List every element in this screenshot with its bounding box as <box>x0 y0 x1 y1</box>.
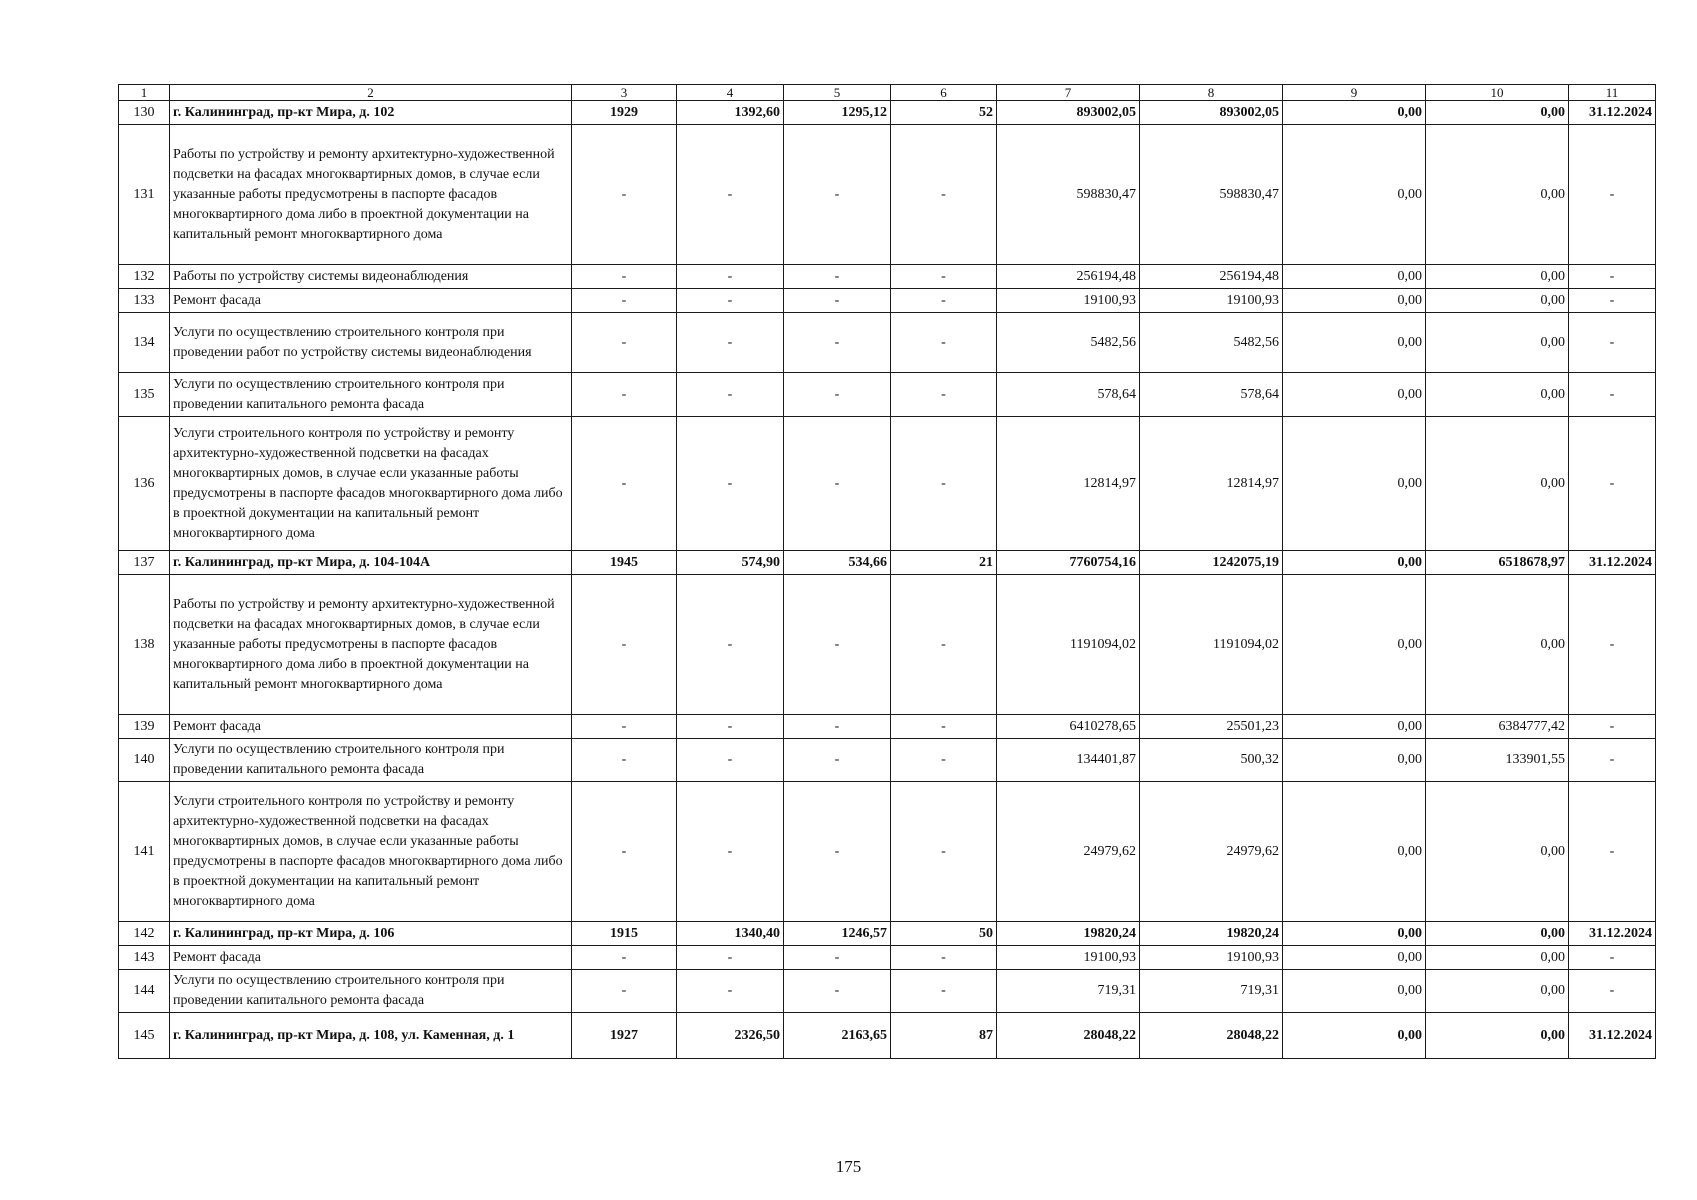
col-4-cell: - <box>677 125 784 265</box>
col-10-cell: 0,00 <box>1426 417 1569 551</box>
row-name: г. Калининград, пр-кт Мира, д. 108, ул. Каменная, д. 1 <box>170 1013 572 1059</box>
col-7-cell: 1191094,02 <box>997 575 1140 715</box>
row-name: Услуги по осуществлению строительного контроля при проведении капитального ремонта фасада <box>170 739 572 782</box>
col-6-cell: 21 <box>891 551 997 575</box>
col-7-cell: 256194,48 <box>997 265 1140 289</box>
col-5-cell: - <box>784 715 891 739</box>
col-7-cell: 24979,62 <box>997 782 1140 922</box>
col-6-cell: 52 <box>891 101 997 125</box>
col-10-cell: 0,00 <box>1426 125 1569 265</box>
row-number: 145 <box>119 1013 170 1059</box>
table-row <box>119 715 1656 739</box>
col-4-cell: 1392,60 <box>677 101 784 125</box>
col-6-cell: 50 <box>891 922 997 946</box>
col-4-cell: - <box>677 417 784 551</box>
col-8-cell: 500,32 <box>1140 739 1283 782</box>
col-7-cell: 12814,97 <box>997 417 1140 551</box>
column-header: 5 <box>784 85 891 101</box>
table-body <box>119 85 1656 1059</box>
column-header: 8 <box>1140 85 1283 101</box>
row-name: г. Калининград, пр-кт Мира, д. 102 <box>170 101 572 125</box>
row-number: 136 <box>119 417 170 551</box>
col-4-cell: - <box>677 970 784 1013</box>
col-7-cell: 19100,93 <box>997 289 1140 313</box>
col-5-cell: 2163,65 <box>784 1013 891 1059</box>
col-5-cell: - <box>784 575 891 715</box>
col-7-cell: 7760754,16 <box>997 551 1140 575</box>
col-8-cell: 24979,62 <box>1140 782 1283 922</box>
row-number: 137 <box>119 551 170 575</box>
col-10-cell: 0,00 <box>1426 922 1569 946</box>
col-5-cell: - <box>784 782 891 922</box>
col-3-cell: - <box>572 782 677 922</box>
col-5-cell: - <box>784 289 891 313</box>
col-8-cell: 19820,24 <box>1140 922 1283 946</box>
row-number: 144 <box>119 970 170 1013</box>
col-10-cell: 0,00 <box>1426 101 1569 125</box>
col-4-cell: - <box>677 782 784 922</box>
col-11-cell: - <box>1569 715 1656 739</box>
table-row <box>119 970 1656 1013</box>
col-7-cell: 5482,56 <box>997 313 1140 373</box>
col-10-cell: 6518678,97 <box>1426 551 1569 575</box>
table-row <box>119 782 1656 922</box>
col-11-cell: - <box>1569 125 1656 265</box>
col-11-cell: 31.12.2024 <box>1569 1013 1656 1059</box>
row-name: Работы по устройству системы видеонаблюдения <box>170 265 572 289</box>
col-4-cell: - <box>677 715 784 739</box>
col-10-cell: 0,00 <box>1426 970 1569 1013</box>
col-8-cell: 256194,48 <box>1140 265 1283 289</box>
col-3-cell: 1915 <box>572 922 677 946</box>
col-6-cell: - <box>891 373 997 417</box>
col-4-cell: - <box>677 289 784 313</box>
row-number: 138 <box>119 575 170 715</box>
col-11-cell: - <box>1569 373 1656 417</box>
row-name: Услуги по осуществлению строительного контроля при проведении капитального ремонта фасада <box>170 373 572 417</box>
row-number: 135 <box>119 373 170 417</box>
header-row <box>119 85 1656 101</box>
col-9-cell: 0,00 <box>1283 715 1426 739</box>
col-6-cell: - <box>891 417 997 551</box>
col-7-cell: 893002,05 <box>997 101 1140 125</box>
row-number: 132 <box>119 265 170 289</box>
col-9-cell: 0,00 <box>1283 782 1426 922</box>
col-4-cell: - <box>677 946 784 970</box>
col-10-cell: 0,00 <box>1426 575 1569 715</box>
data-table <box>118 84 1656 1059</box>
table-row <box>119 1013 1656 1059</box>
table-row <box>119 417 1656 551</box>
col-4-cell: 2326,50 <box>677 1013 784 1059</box>
table-row <box>119 289 1656 313</box>
col-8-cell: 719,31 <box>1140 970 1283 1013</box>
col-9-cell: 0,00 <box>1283 313 1426 373</box>
col-5-cell: - <box>784 313 891 373</box>
row-name: Ремонт фасада <box>170 715 572 739</box>
col-6-cell: - <box>891 739 997 782</box>
row-number: 130 <box>119 101 170 125</box>
col-3-cell: 1927 <box>572 1013 677 1059</box>
column-header: 1 <box>119 85 170 101</box>
col-6-cell: - <box>891 313 997 373</box>
col-5-cell: - <box>784 417 891 551</box>
col-9-cell: 0,00 <box>1283 575 1426 715</box>
col-10-cell: 0,00 <box>1426 782 1569 922</box>
row-name: Ремонт фасада <box>170 946 572 970</box>
col-8-cell: 19100,93 <box>1140 946 1283 970</box>
col-7-cell: 719,31 <box>997 970 1140 1013</box>
table-row <box>119 551 1656 575</box>
col-4-cell: - <box>677 265 784 289</box>
col-9-cell: 0,00 <box>1283 289 1426 313</box>
col-7-cell: 19820,24 <box>997 922 1140 946</box>
col-5-cell: - <box>784 946 891 970</box>
table-row <box>119 125 1656 265</box>
col-7-cell: 578,64 <box>997 373 1140 417</box>
col-11-cell: 31.12.2024 <box>1569 551 1656 575</box>
row-name: Ремонт фасада <box>170 289 572 313</box>
col-3-cell: - <box>572 313 677 373</box>
col-10-cell: 0,00 <box>1426 1013 1569 1059</box>
col-4-cell: - <box>677 373 784 417</box>
col-5-cell: - <box>784 373 891 417</box>
col-11-cell: - <box>1569 265 1656 289</box>
col-11-cell: - <box>1569 417 1656 551</box>
table-row <box>119 101 1656 125</box>
table-row <box>119 575 1656 715</box>
row-number: 143 <box>119 946 170 970</box>
row-name: Услуги по осуществлению строительного контроля при проведении капитального ремонта фасада <box>170 970 572 1013</box>
page-number: 175 <box>835 1157 862 1176</box>
col-7-cell: 134401,87 <box>997 739 1140 782</box>
col-10-cell: 0,00 <box>1426 313 1569 373</box>
row-name: Услуги строительного контроля по устройству и ремонту архитектурно-художественной подсветки на фасадах многоквартирных домов, в случае если указанные работы предусмотрены в паспорте фасадов многоквартирного дома либо в проектной документации на капитальный ремонт многоквартирного дома <box>170 417 572 551</box>
col-8-cell: 28048,22 <box>1140 1013 1283 1059</box>
col-3-cell: - <box>572 265 677 289</box>
column-header: 4 <box>677 85 784 101</box>
col-9-cell: 0,00 <box>1283 417 1426 551</box>
col-3-cell: - <box>572 289 677 313</box>
col-10-cell: 6384777,42 <box>1426 715 1569 739</box>
col-6-cell: - <box>891 946 997 970</box>
col-5-cell: - <box>784 970 891 1013</box>
col-10-cell: 0,00 <box>1426 946 1569 970</box>
col-3-cell: 1945 <box>572 551 677 575</box>
table-row <box>119 313 1656 373</box>
table-row <box>119 265 1656 289</box>
row-name: Услуги строительного контроля по устройству и ремонту архитектурно-художественной подсветки на фасадах многоквартирных домов, в случае если указанные работы предусмотрены в паспорте фасадов многоквартирного дома либо в проектной документации на капитальный ремонт многоквартирного дома <box>170 782 572 922</box>
col-9-cell: 0,00 <box>1283 1013 1426 1059</box>
col-11-cell: 31.12.2024 <box>1569 922 1656 946</box>
col-6-cell: - <box>891 575 997 715</box>
col-9-cell: 0,00 <box>1283 551 1426 575</box>
col-7-cell: 598830,47 <box>997 125 1140 265</box>
col-5-cell: - <box>784 265 891 289</box>
col-8-cell: 598830,47 <box>1140 125 1283 265</box>
col-9-cell: 0,00 <box>1283 922 1426 946</box>
table-row <box>119 922 1656 946</box>
col-4-cell: 1340,40 <box>677 922 784 946</box>
col-4-cell: - <box>677 575 784 715</box>
col-11-cell: - <box>1569 575 1656 715</box>
col-9-cell: 0,00 <box>1283 373 1426 417</box>
column-header: 3 <box>572 85 677 101</box>
col-5-cell: - <box>784 739 891 782</box>
col-10-cell: 0,00 <box>1426 265 1569 289</box>
column-header: 11 <box>1569 85 1656 101</box>
column-header: 6 <box>891 85 997 101</box>
col-8-cell: 1242075,19 <box>1140 551 1283 575</box>
col-11-cell: - <box>1569 313 1656 373</box>
col-9-cell: 0,00 <box>1283 125 1426 265</box>
col-9-cell: 0,00 <box>1283 101 1426 125</box>
column-header: 9 <box>1283 85 1426 101</box>
col-3-cell: - <box>572 373 677 417</box>
col-8-cell: 893002,05 <box>1140 101 1283 125</box>
col-3-cell: - <box>572 946 677 970</box>
table-row <box>119 946 1656 970</box>
row-number: 141 <box>119 782 170 922</box>
col-11-cell: - <box>1569 970 1656 1013</box>
col-6-cell: - <box>891 125 997 265</box>
col-11-cell: - <box>1569 946 1656 970</box>
col-6-cell: 87 <box>891 1013 997 1059</box>
col-5-cell: 1246,57 <box>784 922 891 946</box>
col-11-cell: 31.12.2024 <box>1569 101 1656 125</box>
col-8-cell: 1191094,02 <box>1140 575 1283 715</box>
col-3-cell: 1929 <box>572 101 677 125</box>
col-6-cell: - <box>891 782 997 922</box>
col-9-cell: 0,00 <box>1283 265 1426 289</box>
col-3-cell: - <box>572 125 677 265</box>
row-number: 133 <box>119 289 170 313</box>
row-name: Работы по устройству и ремонту архитектурно-художественной подсветки на фасадах многоквартирных домов, в случае если указанные работы предусмотрены в паспорте фасадов многоквартирного дома либо в проектной документации на капитальный ремонт многоквартирного дома <box>170 125 572 265</box>
col-6-cell: - <box>891 715 997 739</box>
table-row <box>119 739 1656 782</box>
col-3-cell: - <box>572 970 677 1013</box>
col-4-cell: - <box>677 313 784 373</box>
row-number: 142 <box>119 922 170 946</box>
col-9-cell: 0,00 <box>1283 970 1426 1013</box>
col-6-cell: - <box>891 289 997 313</box>
col-7-cell: 28048,22 <box>997 1013 1140 1059</box>
col-6-cell: - <box>891 970 997 1013</box>
row-name: г. Калининград, пр-кт Мира, д. 104-104А <box>170 551 572 575</box>
col-11-cell: - <box>1569 739 1656 782</box>
col-3-cell: - <box>572 739 677 782</box>
col-10-cell: 0,00 <box>1426 373 1569 417</box>
row-number: 134 <box>119 313 170 373</box>
col-4-cell: - <box>677 739 784 782</box>
col-11-cell: - <box>1569 289 1656 313</box>
col-9-cell: 0,00 <box>1283 739 1426 782</box>
col-11-cell: - <box>1569 782 1656 922</box>
row-number: 139 <box>119 715 170 739</box>
col-8-cell: 5482,56 <box>1140 313 1283 373</box>
column-header: 10 <box>1426 85 1569 101</box>
col-9-cell: 0,00 <box>1283 946 1426 970</box>
row-number: 140 <box>119 739 170 782</box>
col-8-cell: 25501,23 <box>1140 715 1283 739</box>
col-5-cell: 1295,12 <box>784 101 891 125</box>
column-header: 2 <box>170 85 572 101</box>
col-8-cell: 19100,93 <box>1140 289 1283 313</box>
col-3-cell: - <box>572 417 677 551</box>
col-8-cell: 12814,97 <box>1140 417 1283 551</box>
row-name: Услуги по осуществлению строительного контроля при проведении работ по устройству системы видеонаблюдения <box>170 313 572 373</box>
col-8-cell: 578,64 <box>1140 373 1283 417</box>
col-6-cell: - <box>891 265 997 289</box>
column-header: 7 <box>997 85 1140 101</box>
row-name: г. Калининград, пр-кт Мира, д. 106 <box>170 922 572 946</box>
col-3-cell: - <box>572 715 677 739</box>
row-number: 131 <box>119 125 170 265</box>
col-4-cell: 574,90 <box>677 551 784 575</box>
table-row <box>119 373 1656 417</box>
col-5-cell: 534,66 <box>784 551 891 575</box>
col-10-cell: 0,00 <box>1426 289 1569 313</box>
col-7-cell: 19100,93 <box>997 946 1140 970</box>
col-5-cell: - <box>784 125 891 265</box>
col-10-cell: 133901,55 <box>1426 739 1569 782</box>
col-7-cell: 6410278,65 <box>997 715 1140 739</box>
row-name: Работы по устройству и ремонту архитектурно-художественной подсветки на фасадах многоквартирных домов, в случае если указанные работы предусмотрены в паспорте фасадов многоквартирного дома либо в проектной документации на капитальный ремонт многоквартирного дома <box>170 575 572 715</box>
col-3-cell: - <box>572 575 677 715</box>
